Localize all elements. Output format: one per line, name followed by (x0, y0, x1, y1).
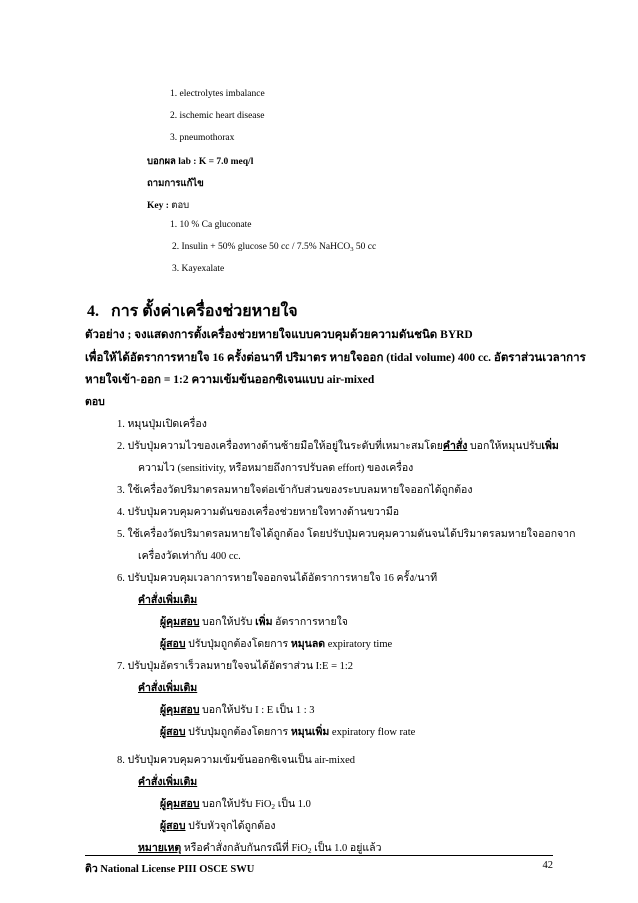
step-1: 1. หมุนปุ่มเปิดเครื่อง (117, 419, 207, 430)
key-answer-2: 2. Insulin + 50% glucose 50 cc / 7.5% NaHCO$_3$ 50 cc (172, 242, 377, 253)
step-5: 5. ใช้เครื่องวัดปริมาตรลมหายใจได้ถูกต้อง โดยปรับปุ่มควบคุมความดันจนได้ปริมาตรลมหายใจออกจาก (117, 529, 576, 540)
step-5-cont: เครื่องวัดเท่ากับ 400 cc. (138, 551, 241, 562)
example-line-1: ตัวอย่าง ; จงแสดงการตั้งเครื่องช่วยหายใจแบบควบคุมด้วยความดันชนิด BYRD (85, 329, 473, 341)
step-3: 3. ใช้เครื่องวัดปริมาตรลมหายใจต่อเข้ากับส่วนของระบบลมหายใจออกได้ถูกต้อง (117, 485, 473, 496)
section-heading (87, 299, 298, 324)
step-2-cont: ความไว (sensitivity, หรือหมายถึงการปรับลด effort) ของเครื่อง (138, 463, 414, 474)
extra-8-candidate: ผู้สอบ ปรับหัวจุกได้ถูกต้อง (160, 821, 276, 832)
extra-7-candidate: ผู้สอบ ปรับปุ่มถูกต้องโดยการ หมุนเพิ่ม expiratory flow rate (160, 727, 416, 738)
extra-label-8: คำสั่งเพิ่มเติม (138, 777, 198, 788)
choice-2: 2. ischemic heart disease (170, 111, 265, 121)
extra-6-candidate: ผู้สอบ ปรับปุ่มถูกต้องโดยการ หมุนลด expiratory time (160, 639, 393, 650)
section-title: การ ตั้งค่าเครื่องช่วยหายใจ (111, 303, 298, 320)
key-line (147, 198, 189, 213)
choice-3: 3. pneumothorax (170, 133, 235, 143)
key-answer-word: ตอบ (171, 201, 190, 211)
extra-7-examiner: ผู้คุมสอบ บอกให้ปรับ I : E เป็น 1 : 3 (160, 705, 315, 716)
section-number: 4. (87, 303, 99, 320)
choice-1: 1. electrolytes imbalance (170, 89, 265, 99)
page-number: 42 (542, 860, 553, 871)
lab-result: บอกผล lab : K = 7.0 meq/l (147, 157, 254, 167)
step-4: 4. ปรับปุ่มควบคุมความดันของเครื่องช่วยหายใจทางด้านขวามือ (117, 507, 400, 518)
answer-label: ตอบ (85, 397, 105, 408)
example-line-3: หายใจเข้า-ออก = 1:2 ความเข้มข้นออกซิเจนแบบ air-mixed (85, 374, 375, 386)
extra-label-7: คำสั่งเพิ่มเติม (138, 683, 198, 694)
key-label: Key : (147, 201, 169, 211)
step-7: 7. ปรับปุ่มอัตราเร็วลมหายใจจนได้อัตราส่วน I:E = 1:2 (117, 661, 354, 672)
step-6: 6. ปรับปุ่มควบคุมเวลาการหายใจออกจนได้อัตราการหายใจ 16 ครั้ง/นาที (117, 573, 438, 584)
extra-8-examiner: ผู้คุมสอบ บอกให้ปรับ FiO$_2$ เป็น 1.0 (160, 799, 311, 811)
extra-6-examiner: ผู้คุมสอบ บอกให้ปรับ เพิ่ม อัตราการหายใจ (160, 617, 348, 628)
step-2: 2. ปรับปุ่มความไวของเครื่องทางด้านซ้ายมือให้อยู่ในระดับที่เหมาะสมโดยคำสั่ง บอกให้หมุนปรับเพิ่ม (117, 441, 559, 452)
page-footer (85, 855, 553, 876)
key-answer-1: 1. 10 % Ca gluconate (170, 220, 252, 230)
ask-correction: ถามการแก้ไข (147, 179, 204, 189)
note-line: หมายเหตุ หรือคำสั่งกลับกันกรณีที่ FiO$_2$ เป็น 1.0 อยู่แล้ว (138, 843, 382, 855)
step-8: 8. ปรับปุ่มควบคุมความเข้มข้นออกซิเจนเป็น air-mixed (117, 755, 356, 766)
key-answer-3: 3. Kayexalate (172, 264, 225, 274)
footer-title: ติว National License PIII OSCE SWU (85, 864, 255, 875)
extra-label-6: คำสั่งเพิ่มเติม (138, 595, 198, 606)
example-line-2: เพื่อให้ได้อัตราการหายใจ 16 ครั้งต่อนาที ปริมาตร หายใจออก (tidal volume) 400 cc. อัตราส่วนเวลาการ (85, 352, 586, 364)
